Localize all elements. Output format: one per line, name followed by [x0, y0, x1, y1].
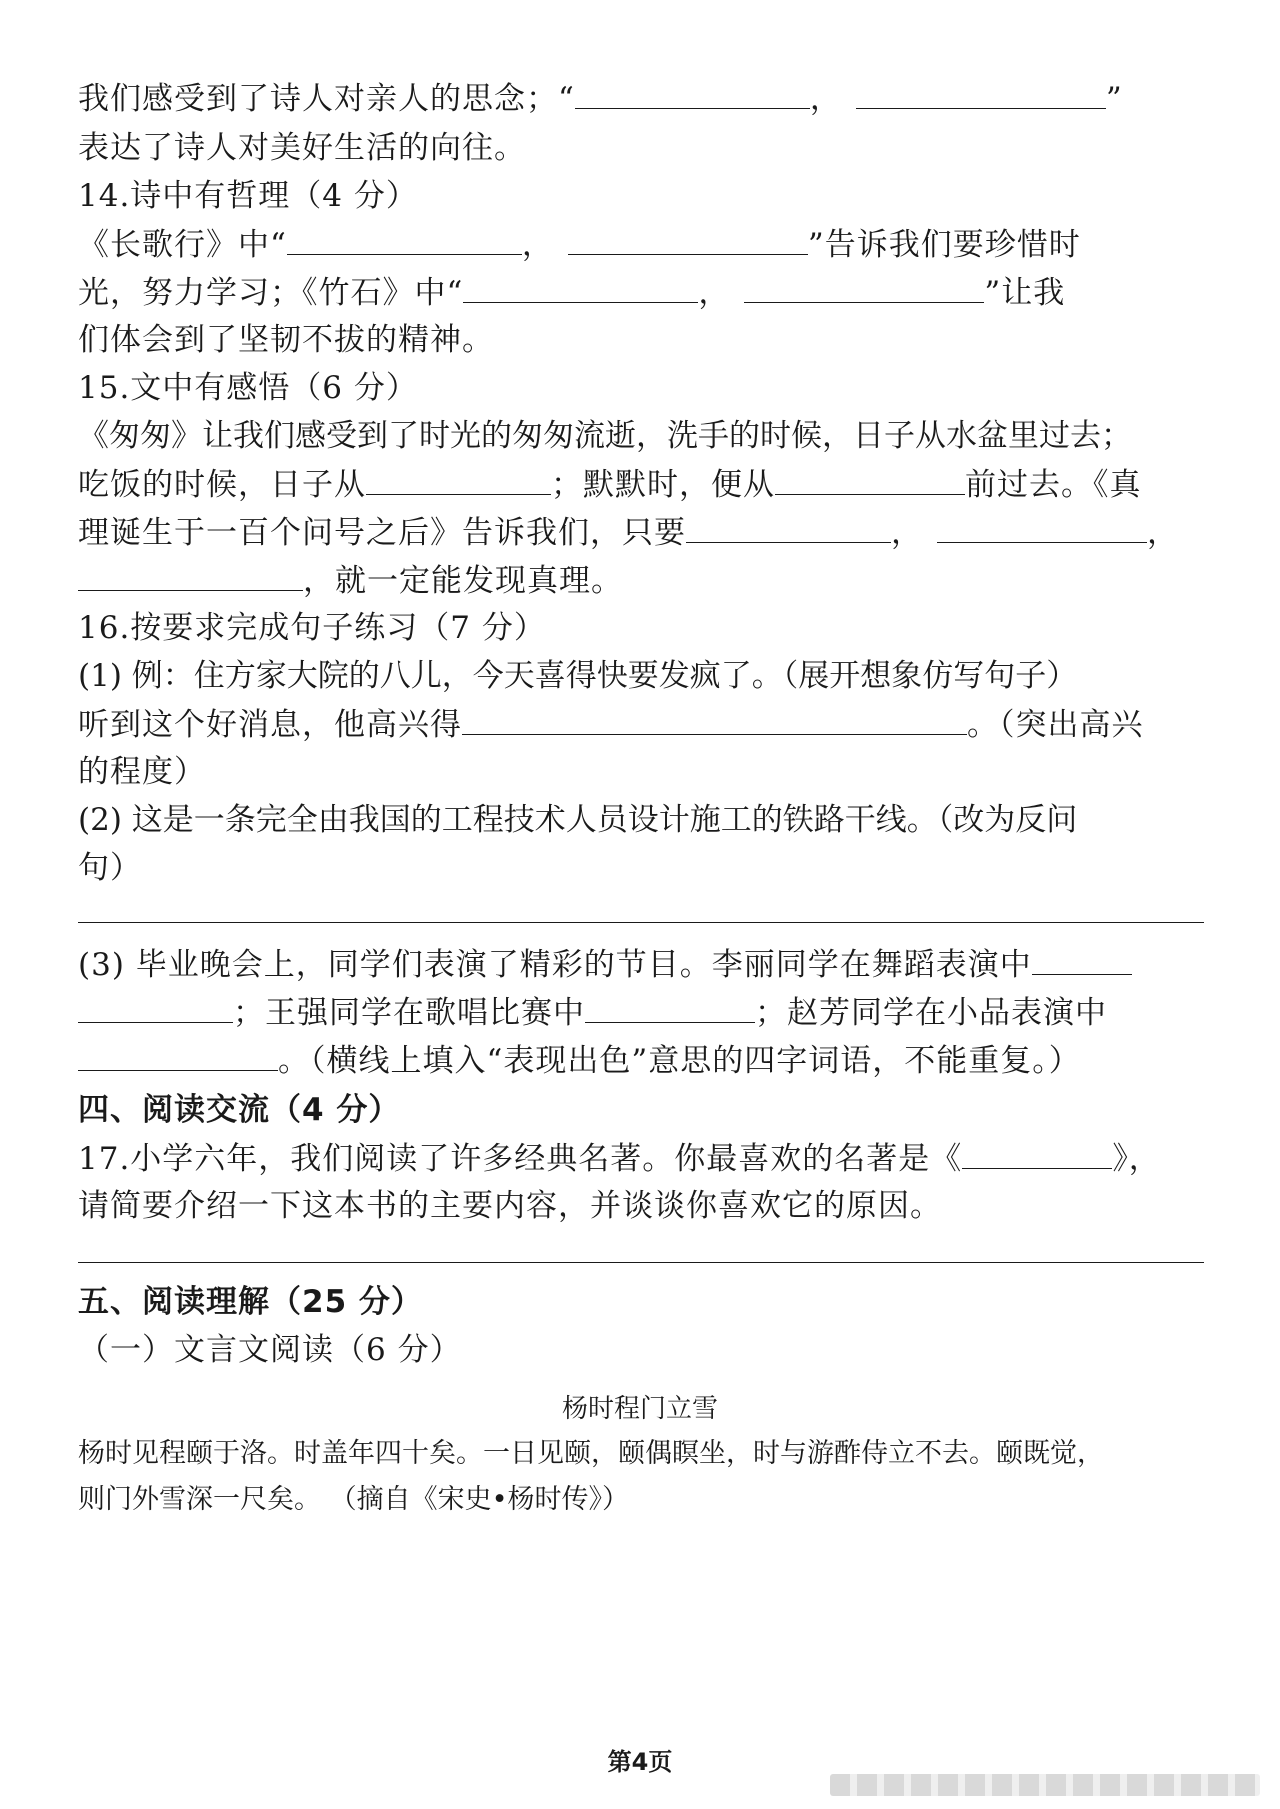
- q17-line-1: [78, 1138, 1208, 1179]
- q15-text: ，: [1147, 515, 1179, 551]
- q14-text: 《长歌行》中“: [78, 227, 287, 263]
- answer-blank[interactable]: [287, 224, 522, 255]
- q16-text: (3) 毕业晚会上，同学们表演了精彩的节目。李丽同学在舞蹈表演中: [78, 947, 1032, 983]
- q17-text: 》，: [1112, 1141, 1161, 1177]
- q16-text: ；赵芳同学在小品表演中: [755, 995, 1107, 1031]
- q17-line-2: 请简要介绍一下这本书的主要内容，并谈谈你喜欢它的原因。: [78, 1188, 942, 1224]
- q16-text: 。（突出高兴: [967, 707, 1144, 743]
- section-5-heading: 五、阅读理解（25 分）: [78, 1284, 423, 1320]
- q15-line-1: 《匆匆》让我们感受到了时光的匆匆流逝，洗手的时候，日子从水盆里过去；: [78, 418, 1132, 454]
- answer-blank[interactable]: [937, 512, 1147, 543]
- q14-title: 14.诗中有哲理（4 分）: [78, 178, 418, 214]
- q14-text: ”让我: [984, 275, 1066, 311]
- q14-line-1: [78, 224, 1208, 265]
- answer-blank[interactable]: [962, 1138, 1112, 1169]
- q15-text: 前过去。《真: [965, 467, 1142, 503]
- subsection-1-heading: （一）文言文阅读（6 分）: [78, 1332, 462, 1368]
- answer-blank[interactable]: [462, 704, 967, 735]
- passage-title: 杨时程门立雪: [561, 1394, 718, 1424]
- q16-title: 16.按要求完成句子练习（7 分）: [78, 610, 546, 646]
- answer-blank[interactable]: [775, 464, 965, 495]
- q14-line-3: 们体会到了坚韧不拔的精神。: [78, 322, 494, 358]
- q15-text: ，就一定能发现真理。: [303, 563, 623, 599]
- q14-line-2: [78, 272, 1208, 313]
- q15-text: ；默默时，便从: [551, 467, 775, 503]
- q15-title: 15.文中有感悟（6 分）: [78, 370, 418, 406]
- q16-p3-line-2: [78, 992, 1208, 1033]
- q16-text: 听到这个好消息，他高兴得: [78, 707, 462, 743]
- q14-text: ，: [698, 275, 731, 311]
- answer-blank[interactable]: [856, 78, 1106, 109]
- page-number: 第4页: [607, 1748, 673, 1776]
- q16-p1-line-2: [78, 704, 1208, 745]
- passage-line-1: 杨时见程颐于洛。时盖年四十矣。一日见颐，颐偶瞑坐，时与游酢侍立不去。颐既觉，: [78, 1438, 1104, 1469]
- q15-text: 理诞生于一百个问号之后》告诉我们，只要: [78, 515, 686, 551]
- q16-p1-line-3: 的程度）: [78, 754, 206, 790]
- q16-p3-line-1: [78, 944, 1208, 985]
- answer-line[interactable]: [78, 1262, 1204, 1263]
- q15-line-4: [78, 560, 1208, 601]
- answer-blank[interactable]: [366, 464, 551, 495]
- answer-blank[interactable]: [463, 272, 698, 303]
- q13-line-2: 表达了诗人对美好生活的向往。: [78, 130, 526, 166]
- q15-text: 吃饭的时候，日子从: [78, 467, 366, 503]
- q13-text-c: ”: [1105, 81, 1123, 117]
- q16-text: 。（横线上填入“表现出色”意思的四字词语，不能重复。）: [278, 1043, 1081, 1079]
- answer-blank[interactable]: [744, 272, 984, 303]
- q15-line-2: [78, 464, 1208, 505]
- q16-text: ；王强同学在歌唱比赛中: [233, 995, 585, 1031]
- answer-blank[interactable]: [568, 224, 808, 255]
- q16-p3-line-3: [78, 1040, 1208, 1081]
- answer-blank[interactable]: [575, 78, 810, 109]
- q13-line-1: [78, 78, 1208, 119]
- q14-text: ，: [521, 227, 554, 263]
- q16-p2-line-2: 句）: [78, 850, 142, 886]
- answer-blank[interactable]: [78, 560, 303, 591]
- answer-blank[interactable]: [585, 992, 755, 1023]
- answer-blank[interactable]: [1032, 944, 1132, 975]
- answer-line[interactable]: [78, 922, 1204, 923]
- answer-blank[interactable]: [78, 992, 233, 1023]
- answer-blank[interactable]: [78, 1040, 278, 1071]
- q17-text: 17.小学六年，我们阅读了许多经典名著。你最喜欢的名著是《: [78, 1141, 963, 1177]
- q15-line-3: [78, 512, 1208, 553]
- q16-p2-line-1: (2) 这是一条完全由我国的工程技术人员设计施工的铁路干线。（改为反问: [78, 802, 1078, 838]
- q16-p1-line-1: (1) 例：住方家大院的八儿，今天喜得快要发疯了。（展开想象仿写句子）: [78, 658, 1078, 694]
- answer-blank[interactable]: [686, 512, 891, 543]
- scan-artifact-bar: [830, 1774, 1260, 1796]
- section-4-heading: 四、阅读交流（4 分）: [78, 1092, 401, 1128]
- q14-text: ”告诉我们要珍惜时: [807, 227, 1081, 263]
- q13-text-b: ，: [809, 81, 842, 117]
- passage-line-2: 则门外雪深一尺矣。 （摘自《宋史•杨时传》）: [78, 1484, 630, 1515]
- q15-text: ，: [891, 515, 923, 551]
- q14-text: 光，努力学习；《竹石》中“: [78, 275, 464, 311]
- q13-text-a: 我们感受到了诗人对亲人的思念；“: [78, 81, 575, 117]
